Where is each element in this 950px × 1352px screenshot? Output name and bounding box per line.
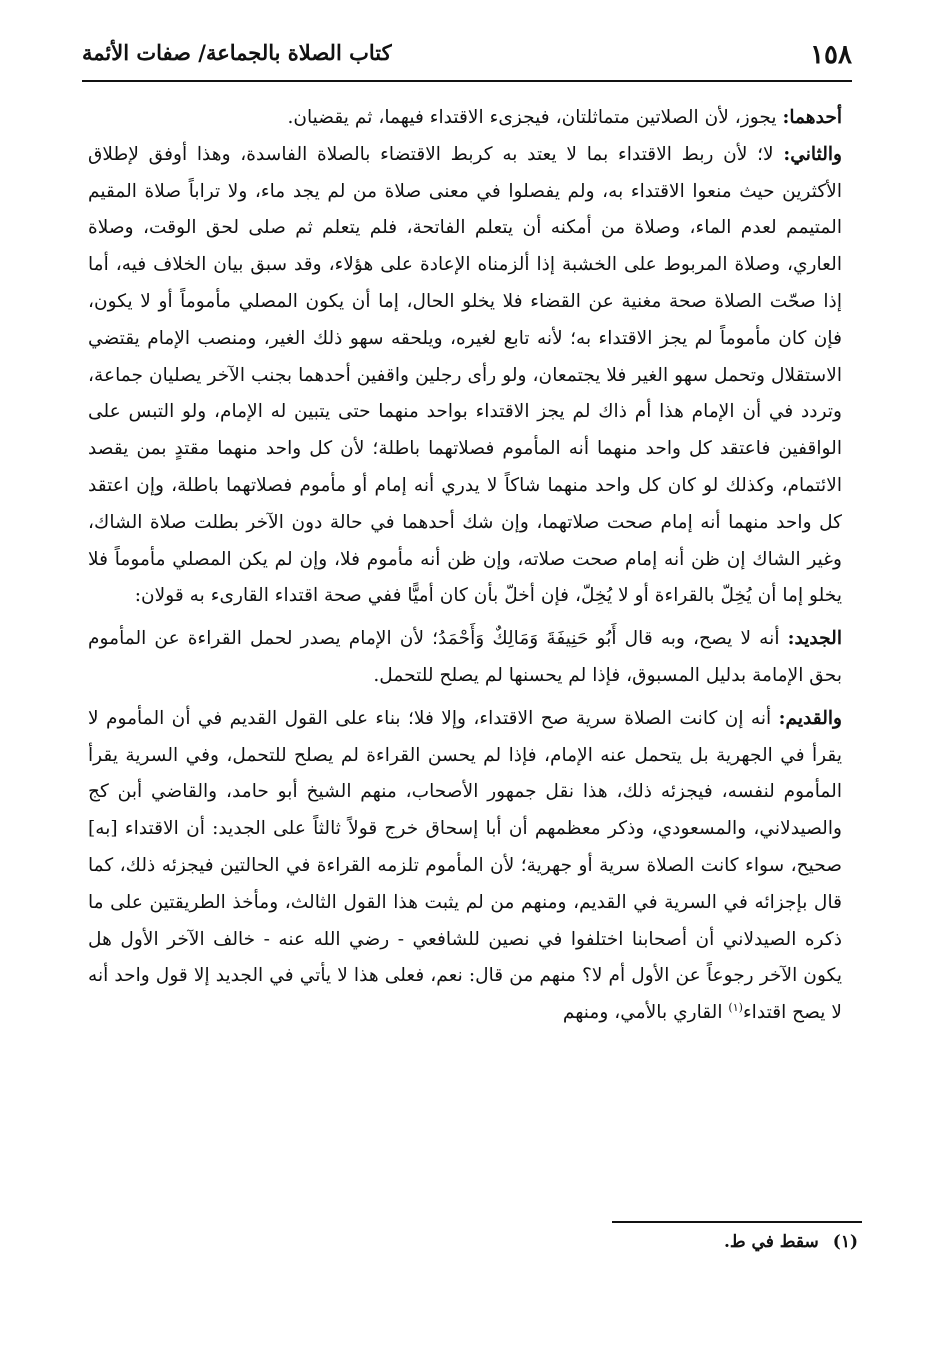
main-text [88,100,842,1032]
page-number: ١٥٨ [810,40,852,70]
running-title: كتاب الصلاة بالجماعة/ صفات الأئمة [82,40,392,65]
footnote-rule [612,1221,862,1223]
footnote-reference: (١) [728,1000,743,1014]
paragraph-second-view [88,137,842,615]
paragraph-text: أنه إن كانت الصلاة سرية صح الاقتداء، وإلا فلا؛ بناء على القول القديم في أن المأموم لا يقرأ في الجهرية بل يتحمل عنه الإمام، فإذا لم يحسن القراءة لم يصلح للتحمل، وفي السرية يقرأ المأموم لنفسه، فيجزئه ذلك، هذا نقل جمهور الأصحاب، منهم الشيخ أبو حامد، والقاضي أبن كج والصيدلاني، والمسعودي، وذكر معظمهم أن أبا إسحاق خرج قولاً ثالثاً على الجديد: أن الاقتداء [به] صحيح، سواء كانت الصلاة سرية أو جهرية؛ لأن المأموم تلزمه القراءة في الحالتين فيجزئه ذلك، كما قال بإجزائه في السرية في القديم، ومنهم من لم يثبت هذا القول الثالث، ومأخذ الطريقتين على ما ذكره الصيدلاني أن أصحابنا اختلفوا في نصين للشافعي - رضي الله عنه - خالف الآخر الأول هل يكون الآخر رجوعاً عن الأول أم لا؟ منهم من قال: نعم، فعلى هذا لا يأتي في الجديد إلا قول واحد أنه لا يصح اقتداء [88,707,842,1024]
paragraph-text: لا؛ لأن ربط الاقتداء بما لا يعتد به كربط الاقتضاء بالصلاة الفاسدة، وهذا أوفق لإطلاق الأكثرين حيث منعوا الاقتداء به، ولم يفصلوا في معنى صلاة من لم يجد ماء، ولا تراباً صلاة المقيم المتيمم لعدم الماء، وصلاة من أمكنه أن يتعلم الفاتحة، فلم يتعلم ثم صلى لحق الوقت، وصلاة العاري، وصلاة المربوط على الخشبة إذا ألزمناه الإعادة على هؤلاء، وقد سبق بيان الخلاف فيه، أما إذا صحّت الصلاة صحة مغنية عن القضاء فلا يخلو الحال، إما أن يكون المصلي مأموماً أو لا يكون، فإن كان مأموماً لم يجز الاقتداء به؛ لأنه تابع لغيره، ويلحقه سهو ذلك الغير، ومنصب الإمام يقتضي الاستقلال وتحمل سهو الغير فلا يجتمعان، ولو رأى رجلين واقفين أحدهما بجنب الآخر يصليان جماعة، وتردد في أن الإمام هذا أم ذاك لم يجز الاقتداء بواحد منهما حتى يتبين له الإمام، ولو التبس على الواقفين فاعتقد كل واحد منهما أنه المأموم فصلاتهما باطلة؛ لأن كل واحد منهما مقتدٍ بمن يقصد الائتمام، وكذلك لو كان كل واحد منهما شاكاً لا يدري أنه إمام أو مأموم فصلاتهما باطلة، وإن اعتقد كل واحد منهما أنه إمام صحت صلاتهما، وإن شك أحدهما في حالة دون الآخر بطلت صلاة الشاك، وغير الشاك إن ظن أنه إمام صحت صلاته، وإن ظن أنه مأموم فلا، وإن لم يكن المصلي مأموماً فلا يخلو إما أن يُخِلّ بالقراءة أو لا يُخِلّ، فإن أخلّ بأن كان أميًّا ففي صحة اقتداء القارىء به قولان: [88,143,842,607]
header-rule [82,80,852,82]
paragraph-lead: الجديد: [787,628,842,650]
paragraph-lead: والثاني: [783,143,842,165]
paragraph-lead: أحدهما: [782,107,842,128]
paragraph-text: ؛ لأن الإمام يصدر لحمل القراءة عن المأموم بحق الإمامة بدليل المسبوق، فإذا لم يحسنها لم يصلح للتحمل. [88,628,842,686]
paragraph-new-opinion [88,621,842,695]
paragraph-first-view [88,100,842,137]
paragraph-text: أنه لا يصح، وبه قال [616,628,788,650]
footnote-marker: (١) [832,1232,858,1252]
footnote-text: سقط في ط. [724,1232,819,1252]
footnote [724,1232,858,1252]
paragraph-text: يجوز، لأن الصلاتين متماثلتان، فيجزىء الاقتداء فيهما، ثم يقضيان. [287,107,783,128]
paragraph-old-opinion [88,701,842,1032]
paragraph-text: القاري بالأمي، ومنهم [562,1002,729,1024]
page-header [82,30,852,82]
paragraph-lead: والقديم: [778,707,842,729]
scholar-names: أَبُو حَنِيفَةَ وَمَالِكٌ وَأَحْمَدُ [438,628,617,650]
